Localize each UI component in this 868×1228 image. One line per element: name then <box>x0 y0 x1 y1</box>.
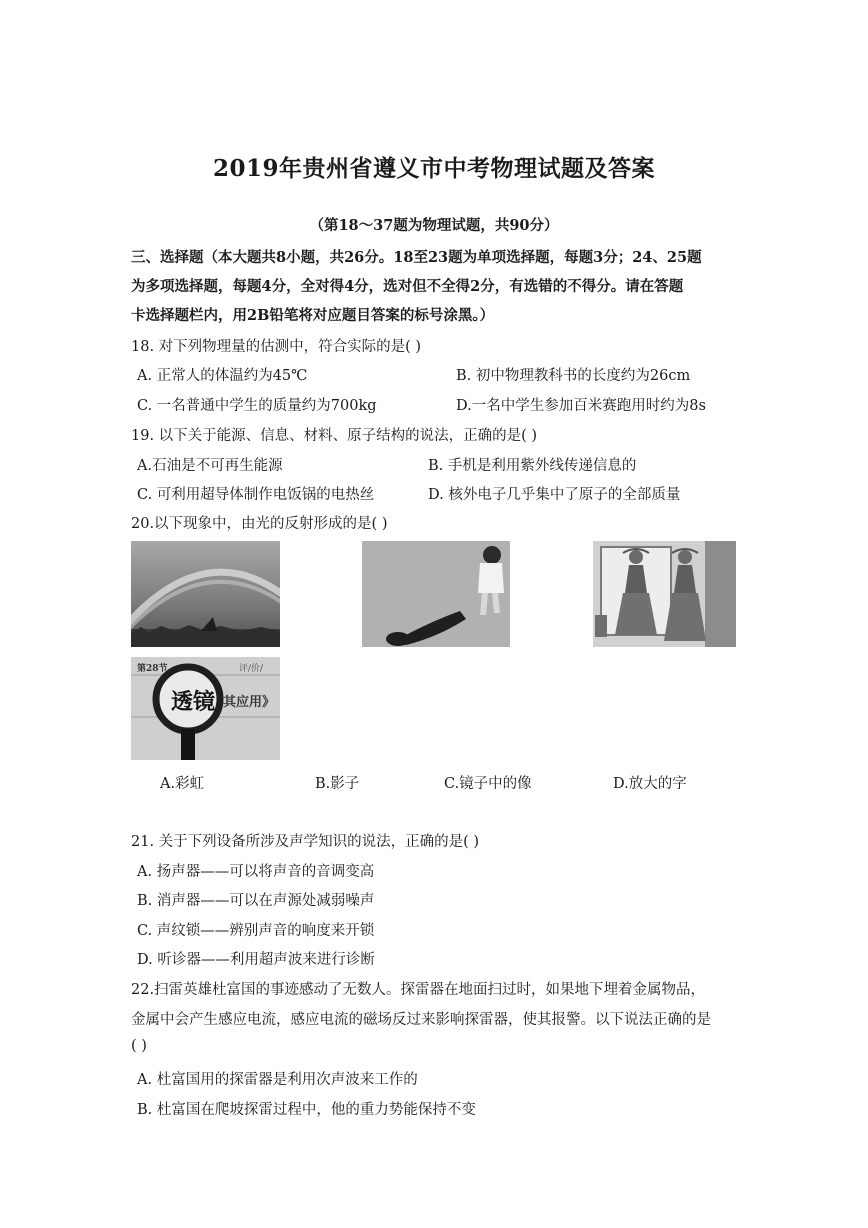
q22-option-a: A. 杜富国用的探雷器是利用次声波来工作的 <box>137 1072 418 1088</box>
q18-option-c: C. 一名普通中学生的质量约为700kg <box>137 398 377 414</box>
q21-option-d: D. 听诊器——利用超声波来进行诊断 <box>137 952 375 968</box>
q21-stem: 21. 关于下列设备所涉及声学知识的说法，正确的是( ) <box>131 834 480 850</box>
mirror-image <box>593 541 736 647</box>
page-subtitle: （第18～37题为物理试题，共90分） <box>309 217 559 234</box>
q19-option-b: B. 手机是利用紫外线传递信息的 <box>428 458 637 474</box>
q20-caption-b: B.影子 <box>315 776 360 792</box>
section-line-1: 三、选择题（本大题共8小题，共26分。18至23题为单项选择题，每题3分；24、25题 <box>131 249 702 266</box>
rainbow-illustration <box>131 541 280 647</box>
q19-option-a: A.石油是不可再生能源 <box>137 458 283 474</box>
q21-option-a: A. 扬声器——可以将声音的音调变高 <box>137 864 375 880</box>
q20-stem: 20.以下现象中，由光的反射形成的是( ) <box>131 516 388 532</box>
q22-stem-line-2: 金属中会产生感应电流，感应电流的磁场反过来影响探雷器，使其报警。以下说法正确的是 <box>131 1012 711 1028</box>
q18-option-b: B. 初中物理教科书的长度约为26cm <box>456 368 691 384</box>
lens-corner-text: 评/价/ <box>239 664 264 674</box>
q18-option-d: D.一名中学生参加百米赛跑用时约为8s <box>456 398 706 414</box>
q22-option-b: B. 杜富国在爬坡探雷过程中，他的重力势能保持不变 <box>137 1102 476 1118</box>
page-title: 2019年贵州省遵义市中考物理试题及答案 <box>212 155 655 182</box>
section-line-2: 为多项选择题，每题4分，全对得4分，选对但不全得2分，有选错的不得分。请在答题 <box>131 278 684 295</box>
mirror-illustration <box>593 541 736 647</box>
q19-option-c: C. 可利用超导体制作电饭锅的电热丝 <box>137 487 375 503</box>
lens-big-text: 透镜 <box>171 689 216 715</box>
section-line-3: 卡选择题栏内，用2B铅笔将对应题目答案的标号涂黑。） <box>131 307 495 324</box>
q19-stem: 19. 以下关于能源、信息、材料、原子结构的说法，正确的是( ) <box>131 428 538 444</box>
q21-option-c: C. 声纹锁——辨别声音的响度来开锁 <box>137 923 375 939</box>
q18-stem: 18. 对下列物理量的估测中，符合实际的是( ) <box>131 339 422 355</box>
shadow-image <box>362 541 510 647</box>
q18-option-a: A. 正常人的体温约为45℃ <box>137 368 308 384</box>
shadow-illustration <box>362 541 510 647</box>
q21-option-b: B. 消声器——可以在声源处减弱噪声 <box>137 893 375 909</box>
q22-stem-line-3: ( ) <box>131 1038 147 1054</box>
q20-caption-c: C.镜子中的像 <box>444 776 532 792</box>
lens-tag-text: 第28节 <box>137 664 168 674</box>
magnifier-image <box>131 657 280 760</box>
q20-caption-a: A.彩虹 <box>160 776 205 792</box>
q19-option-d: D. 核外电子几乎集中了原子的全部质量 <box>428 487 681 503</box>
lens-right-text: 其应用》 <box>223 695 276 710</box>
rainbow-image <box>131 541 280 647</box>
q20-caption-d: D.放大的字 <box>613 776 687 792</box>
q22-stem-line-1: 22.扫雷英雄杜富国的事迹感动了无数人。探雷器在地面扫过时，如果地下埋着金属物品， <box>131 982 706 998</box>
